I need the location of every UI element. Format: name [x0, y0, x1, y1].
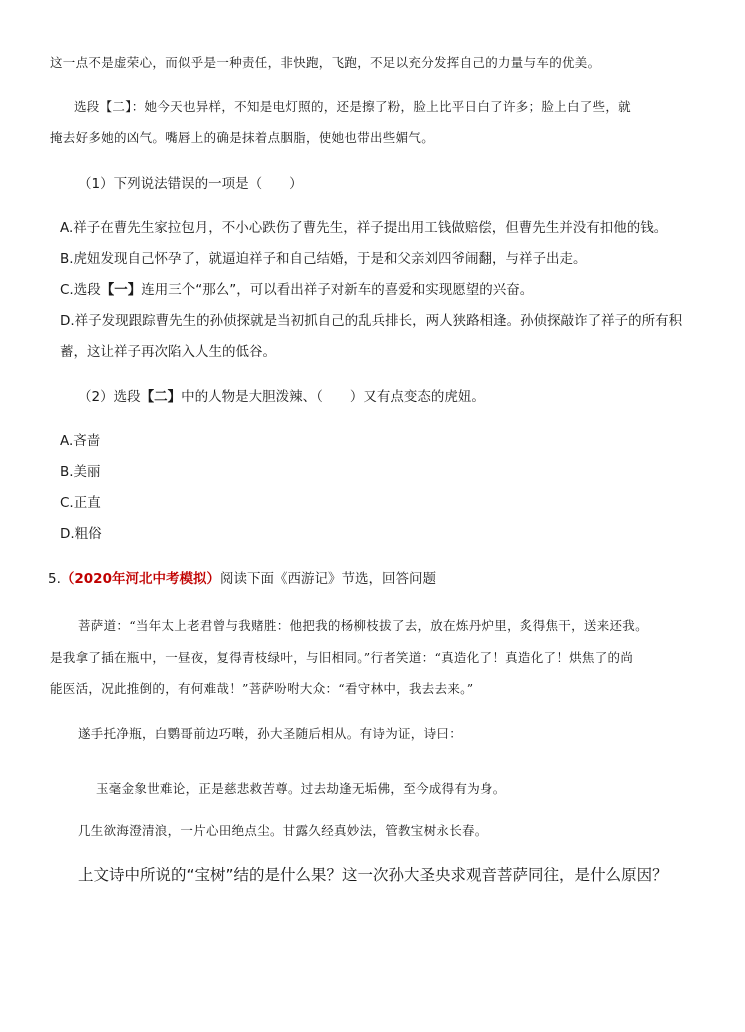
q1-option-d-line1: D.祥子发现跟踪曹先生的孙侦探就是当初抓自己的乱兵排长，两人狭路相逢。孙侦探敲诈了祥子的所有积: [60, 313, 683, 329]
q2-stem: [78, 391, 485, 405]
q2-option-a: A.吝啬: [60, 433, 101, 449]
q5-header: [48, 573, 436, 587]
q2-stem-prefix: （2）选段: [78, 389, 141, 405]
q5-poem-line2: 几生欲海澄清浪，一片心田绝点尘。甘露久经真妙法，管教宝树永长春。: [78, 823, 488, 838]
q5-para1-line2: 是我拿了插在瓶中，一昼夜，复得青枝绿叶，与旧相同。”行者笑道：“真造化了！真造化了！烘焦了的尚: [50, 650, 634, 665]
q5-para1-line1: 菩萨道：“当年太上老君曾与我赌胜：他把我的杨柳枝拔了去，放在炼丹炉里，炙得焦干，送来还我。: [78, 618, 648, 633]
passage1-line1: 这一点不是虚荣心，而似乎是一种责任，非快跑，飞跑，不足以充分发挥自己的力量与车的优美。: [50, 55, 601, 70]
q2-option-c: C.正直: [60, 495, 101, 511]
q1-option-b: B.虎妞发现自己怀孕了，就逼迫祥子和自己结婚，于是和父亲刘四爷闹翻，与祥子出走。: [60, 251, 587, 267]
q5-para2: 遂手托净瓶，白鹦哥前边巧啭，孙大圣随后相从。有诗为证，诗曰：: [78, 726, 463, 741]
q2-stem-text: 中的人物是大胆泼辣、（ ）又有点变态的虎妞。: [181, 389, 485, 405]
q5-source: （2020年河北中考模拟）: [60, 571, 220, 587]
q2-option-d: D.粗俗: [60, 526, 102, 542]
q2-stem-mark: 【二】: [140, 389, 182, 405]
q1-option-c-prefix: C.选段: [60, 282, 101, 298]
q1-option-d-line2: 蓄，这让祥子再次陷入人生的低谷。: [60, 344, 276, 360]
q5-poem-line1: 玉毫金象世难论，正是慈悲救苦尊。过去劫逢无垢佛，至今成得有为身。: [96, 781, 506, 796]
q1-stem: （1）下列说法错误的一项是（ ）: [78, 176, 303, 192]
q5-instruction: 阅读下面《西游记》节选，回答问题: [219, 571, 436, 587]
q1-option-a: A.祥子在曹先生家拉包月，不小心跌伤了曹先生，祥子提出用工钱做赔偿，但曹先生并没有扣他的钱。: [60, 220, 668, 236]
q1-option-c-text: 连用三个“那么”，可以看出祥子对新车的喜爱和实现愿望的兴奋。: [141, 282, 534, 298]
q1-option-c-mark: 【一】: [100, 282, 142, 298]
q5-question: 上文诗中所说的“宝树”结的是什么果？这一次孙大圣央求观音菩萨同往，是什么原因？: [78, 866, 668, 884]
q5-para1-line3: 能医活，况此推倒的，有何难哉！”菩萨吩咐大众：“看守林中，我去去来。”: [50, 681, 474, 696]
q1-option-c: [60, 284, 533, 298]
passage1-line3: 掩去好多她的凶气。嘴唇上的确是抹着点胭脂，使她也带出些媚气。: [50, 130, 435, 145]
q2-option-b: B.美丽: [60, 464, 101, 480]
q5-number: 5.: [48, 571, 61, 587]
passage1-line2: 选段【二】：她今天也异样，不知是电灯照的，还是擦了粉，脸上比平日白了许多；脸上白了些，就: [74, 99, 631, 114]
